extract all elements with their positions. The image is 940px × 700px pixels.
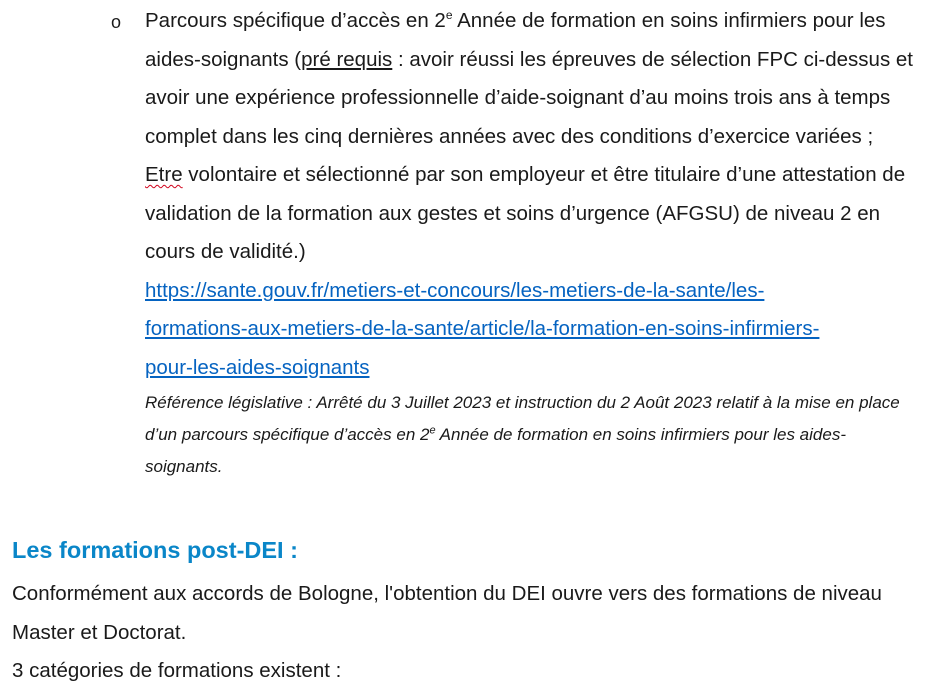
link-line-1[interactable]: https://sante.gouv.fr/metiers-et-concours/les-metiers-de-la-sante/les- — [145, 278, 765, 302]
section-heading: Les formations post-DEI : — [12, 537, 298, 563]
categories-line: 3 catégories de formations existent : — [12, 659, 342, 682]
reference-superscript: e — [429, 424, 436, 437]
ordinal-superscript: e — [445, 8, 453, 23]
list-item-text — [145, 2, 915, 272]
requirements-text: : avoir réussi les épreuves de sélection FPC ci-dessus et avoir une expérience professionnelle d’aide-soignant d’au moins trois ans à temps complet dans les cinq dernières années avec des conditions d’exercice variées ; — [145, 47, 913, 148]
spellcheck-word[interactable]: Etre — [145, 163, 183, 186]
bologna-paragraph: Conformément aux accords de Bologne, l'obtention du DEI ouvre vers des formations de niveau Master et Doctorat. — [12, 582, 882, 644]
legislative-reference — [145, 387, 915, 483]
prerequis-label: pré requis — [301, 47, 393, 71]
requirements-text-cont: volontaire et sélectionné par son employeur et être titulaire d’une attestation de validation de la formation aux gestes et soins d’urgence (AFGSU) de niveau 2 en cours de validité.) — [145, 163, 906, 263]
reference-text: Référence législative : Arrêté du 3 Juillet 2023 et instruction du 2 Août 2023 relatif à la mise en place d’un parcours spécifique d’accès en 2 — [145, 393, 900, 444]
section-body — [12, 575, 922, 691]
link-line-3[interactable]: pour-les-aides-soignants — [145, 355, 370, 379]
list-bullet: o — [111, 12, 122, 32]
intro-text-cont: Année de formation en soins infirmiers pour les aides-soignants ( — [145, 9, 886, 71]
link-line-2[interactable]: formations-aux-metiers-de-la-sante/article/la-formation-en-soins-infirmiers- — [145, 317, 820, 340]
reference-text-cont: Année de formation en soins infirmiers pour les aides-soignants. — [145, 425, 846, 476]
list-item-body — [145, 2, 915, 483]
intro-text: Parcours spécifique d’accès en 2 — [145, 9, 446, 32]
sante-gouv-link[interactable] — [145, 272, 915, 388]
